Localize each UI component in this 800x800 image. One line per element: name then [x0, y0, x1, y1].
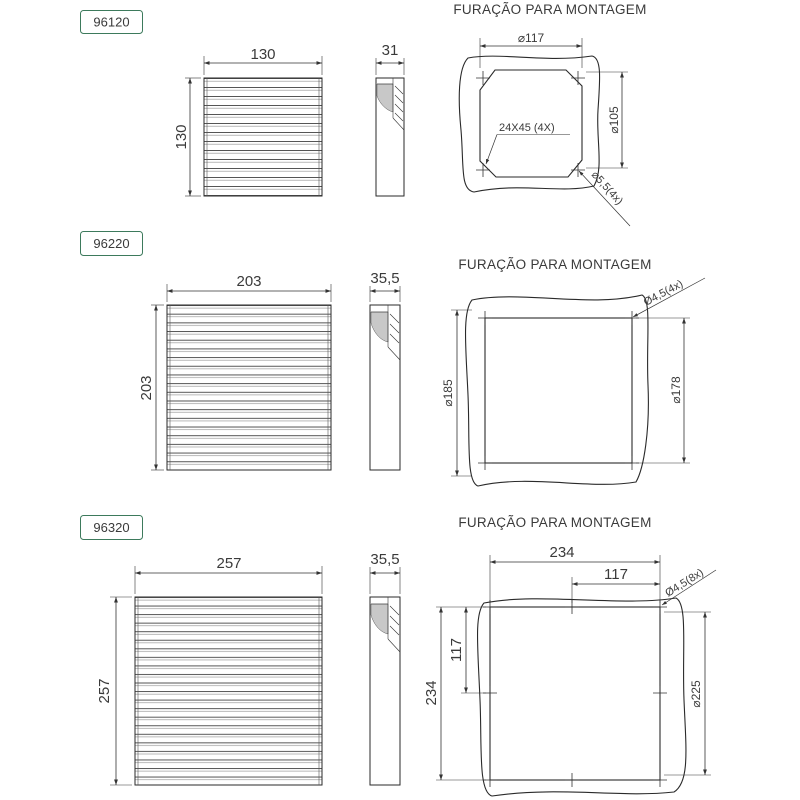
mounting-hole: [476, 163, 490, 177]
mounting-right-dimension: [586, 72, 628, 168]
front-width-dimension: [167, 273, 331, 302]
front-width-label: 203: [236, 273, 262, 290]
hole-label: Ø4,5(8x): [663, 566, 706, 600]
front-height-label: 257: [96, 678, 113, 704]
model-96220: [81, 232, 706, 487]
mounting-title: FURAÇÃO PARA MONTAGEM: [458, 515, 652, 530]
side-depth-dimension: [370, 551, 400, 594]
mounting-hole: [478, 311, 492, 325]
model-96320: [81, 515, 717, 796]
side-depth-label: 35,5: [370, 270, 400, 287]
hole-label: ⌀5,5(4x): [588, 168, 626, 208]
mounting-top-dimension: [480, 31, 582, 68]
mounting-hole: [571, 71, 585, 85]
mounting-outline: [466, 295, 649, 486]
model-label: [81, 11, 143, 34]
mounting-top-half-dimension: [572, 566, 660, 603]
side-view: [376, 78, 404, 196]
mounting-hole: [565, 773, 579, 787]
side-depth-dimension: [376, 42, 404, 75]
mounting-drilling: [423, 515, 716, 796]
mounting-hole: [653, 686, 667, 700]
mounting-right-dimension: [664, 612, 711, 775]
front-width-dimension: [135, 555, 322, 594]
mounting-top-dimension: [490, 544, 660, 603]
mounting-outline: [478, 598, 686, 796]
model-label: [81, 232, 143, 256]
front-height-dimension: [138, 305, 164, 470]
mounting-right-dimension: [636, 318, 690, 463]
mounting-left-label: 234: [423, 680, 440, 706]
mounting-top-label: ⌀117: [517, 31, 545, 45]
mounting-title: FURAÇÃO PARA MONTAGEM: [458, 257, 652, 272]
side-depth-label: 35,5: [370, 551, 400, 568]
side-view: [370, 597, 400, 785]
mounting-hole: [476, 71, 490, 85]
front-height-label: 130: [173, 124, 190, 150]
hole-callout: [579, 169, 630, 226]
mounting-right-label: ⌀225: [689, 680, 703, 708]
side-depth-dimension: [370, 270, 400, 302]
front-height-dimension: [96, 597, 132, 785]
model-96120: [81, 2, 647, 226]
mounting-left-label: ⌀185: [441, 379, 455, 407]
front-view: [167, 305, 331, 470]
mounting-right-label: ⌀178: [669, 376, 683, 404]
mounting-top-half-label: 117: [604, 566, 628, 583]
grille-face: [204, 78, 322, 196]
mounting-title: FURAÇÃO PARA MONTAGEM: [453, 2, 647, 17]
mounting-left-half-dimension: [448, 607, 486, 693]
grille-face: [135, 597, 322, 785]
mounting-hole: [478, 456, 492, 470]
front-width-dimension: [204, 46, 322, 75]
front-height-dimension: [173, 78, 201, 196]
mounting-left-dimension: [441, 310, 472, 476]
front-view: [135, 597, 322, 785]
model-code: 96320: [93, 520, 130, 535]
grille-face: [167, 305, 331, 470]
mounting-left-half-label: 117: [448, 638, 465, 662]
mounting-drilling: [441, 257, 705, 486]
model-code: 96120: [93, 14, 130, 30]
side-depth-label: 31: [381, 42, 399, 59]
mounting-drilling: [453, 2, 646, 226]
chamfer-label: 24X45 (4X): [499, 122, 555, 134]
front-width-label: 130: [250, 46, 276, 63]
mounting-left-dimension: [423, 607, 486, 780]
mounting-right-label: ⌀105: [607, 106, 621, 134]
model-label: [81, 516, 143, 540]
front-view: [204, 78, 322, 196]
front-height-label: 203: [138, 375, 155, 401]
hole-callout: [633, 278, 705, 317]
front-width-label: 257: [216, 555, 242, 572]
mounting-top-label: 234: [549, 544, 575, 561]
model-code: 96220: [93, 236, 130, 251]
leader-line: [486, 135, 497, 165]
hole-label: Ø4,5(4x): [641, 277, 686, 309]
mounting-cutout: [490, 607, 660, 780]
chamfer-callout: [486, 122, 570, 164]
mounting-cutout: [485, 318, 632, 463]
side-view: [370, 305, 400, 470]
